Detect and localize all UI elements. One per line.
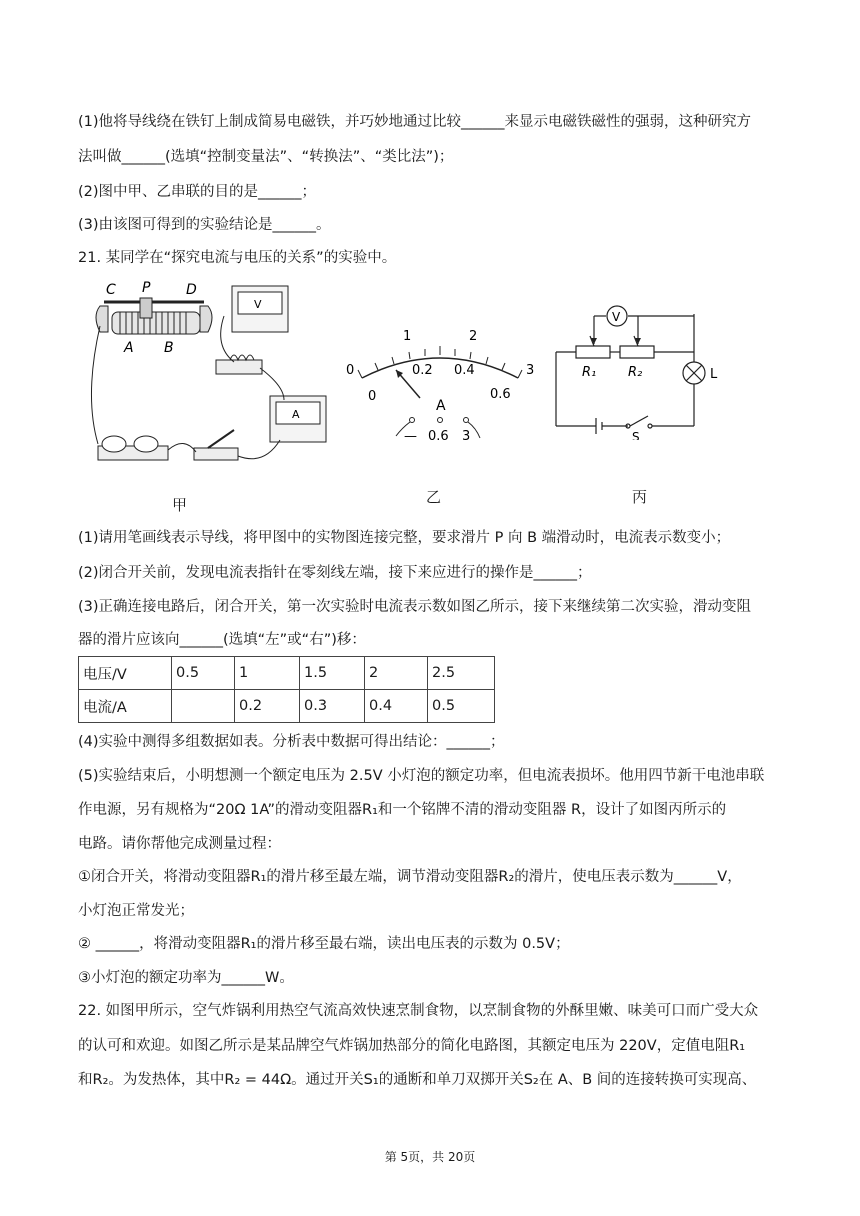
svg-text:V: V: [254, 298, 262, 311]
label-r1: R₁: [582, 365, 597, 380]
scale-top-0: 0: [346, 363, 355, 378]
table-cell: 1.5: [300, 657, 365, 690]
q21-step1-line1: ①闭合开关，将滑动变阻器R₁的滑片移至最左端，调节滑动变阻器R₂的滑片，使电压表示数为______V，: [78, 869, 742, 885]
caption-bing: 丙: [632, 488, 648, 506]
scale-bottom-1: 0.2: [412, 363, 433, 378]
table-row: [79, 657, 495, 690]
q21-part1: (1)请用笔画线表示导线，将甲图中的实物图连接完整，要求滑片 P 向 B 端滑动时，电流表示数变小；: [78, 530, 731, 546]
label-a: A: [124, 340, 134, 356]
scale-top-2: 2: [469, 329, 478, 344]
table-cell: 2: [365, 657, 428, 690]
q21-stem: 21. 某同学在“探究电流与电压的关系”的实验中。: [78, 250, 397, 266]
table-cell: [172, 690, 235, 723]
svg-text:A: A: [292, 408, 300, 421]
label-r2: R₂: [628, 365, 643, 380]
q21-step3: ③小灯泡的额定功率为______W。: [78, 970, 294, 986]
table-cell: 电流/A: [79, 690, 172, 723]
terminal-neg: —: [404, 429, 417, 444]
meter-symbol: A: [436, 398, 446, 414]
q20-part1-line1: (1)他将导线绕在铁钉上制成简易电磁铁，并巧妙地通过比较______来显示电磁铁磁性的强弱，这种研究方: [78, 114, 752, 130]
q20-part1-line2: 法叫做______(选填“控制变量法”、“转换法”、“类比法”)；: [78, 149, 454, 165]
table-cell: 电压/V: [79, 657, 172, 690]
scale-top-1: 1: [403, 329, 412, 344]
figure-jia: [84, 276, 346, 476]
q22-line2: 的认可和欢迎。如图乙所示是某品牌空气炸锅加热部分的简化电路图，其额定电压为 220V，定值电阻R₁: [78, 1038, 746, 1054]
q21-step2: ② ______，将滑动变阻器R₁的滑片移至最右端，读出电压表的示数为 0.5V；: [78, 936, 570, 952]
label-v: V: [612, 310, 621, 324]
table-cell: 1: [235, 657, 300, 690]
scale-bottom-3: 0.6: [490, 387, 511, 402]
table-cell: 0.5: [428, 690, 495, 723]
q20-part3: (3)由该图可得到的实验结论是______。: [78, 217, 331, 233]
table-cell: 0.5: [172, 657, 235, 690]
q21-part3-line1: (3)正确连接电路后，闭合开关，第一次实验时电流表示数如图乙所示，接下来继续第二次实验，滑动变阻: [78, 599, 752, 615]
caption-yi: 乙: [426, 488, 442, 506]
label-l: L: [710, 367, 718, 382]
page-footer: 第 5页，共 20页: [384, 1150, 476, 1164]
q21-part4: (4)实验中测得多组数据如表。分析表中数据可得出结论：______；: [78, 734, 505, 750]
scale-top-3: 3: [526, 363, 535, 378]
table-cell: 2.5: [428, 657, 495, 690]
caption-jia: 甲: [172, 496, 188, 514]
q21-part2: (2)闭合开关前，发现电流表指针在零刻线左端，接下来应进行的操作是______；: [78, 565, 592, 581]
q22-line1: 22. 如图甲所示，空气炸锅利用热空气流高效快速烹制食物，以烹制食物的外酥里嫩、味美可口而广受大众: [78, 1003, 759, 1019]
scale-bottom-0: 0: [368, 389, 377, 404]
q20-part2: (2)图中甲、乙串联的目的是______；: [78, 184, 317, 200]
figure-yi: [340, 322, 540, 452]
q21-step1-line2: 小灯泡正常发光；: [78, 903, 194, 919]
table-cell: 0.4: [365, 690, 428, 723]
label-c: C: [106, 282, 116, 298]
table-row: [79, 690, 495, 723]
figure-bing: [548, 300, 738, 440]
label-s: S: [632, 430, 640, 440]
label-d: D: [186, 282, 197, 298]
label-b: B: [164, 340, 174, 356]
q22-line3: 和R₂。为发热体，其中R₂ = 44Ω。通过开关S₁的通断和单刀双掷开关S₂在 A、B 间的连接转换可实现高、: [78, 1072, 757, 1088]
terminal-3: 3: [462, 429, 471, 444]
table-cell: 0.2: [235, 690, 300, 723]
label-p: P: [142, 280, 151, 296]
scale-bottom-2: 0.4: [454, 363, 475, 378]
q21-part5-line3: 电路。请你帮他完成测量过程：: [78, 836, 281, 852]
q21-part5-line1: (5)实验结束后，小明想测一个额定电压为 2.5V 小灯泡的额定功率，但电流表损坏。他用四节新干电池串联: [78, 768, 765, 784]
data-table: [78, 656, 495, 723]
q21-part5-line2: 作电源，另有规格为“20Ω 1A”的滑动变阻器R₁和一个铭牌不清的滑动变阻器 R，设计了如图丙所示的: [78, 802, 727, 818]
table-cell: 0.3: [300, 690, 365, 723]
q21-part3-line2: 器的滑片应该向______(选填“左”或“右”)移：: [78, 632, 366, 648]
terminal-06: 0.6: [428, 429, 449, 444]
